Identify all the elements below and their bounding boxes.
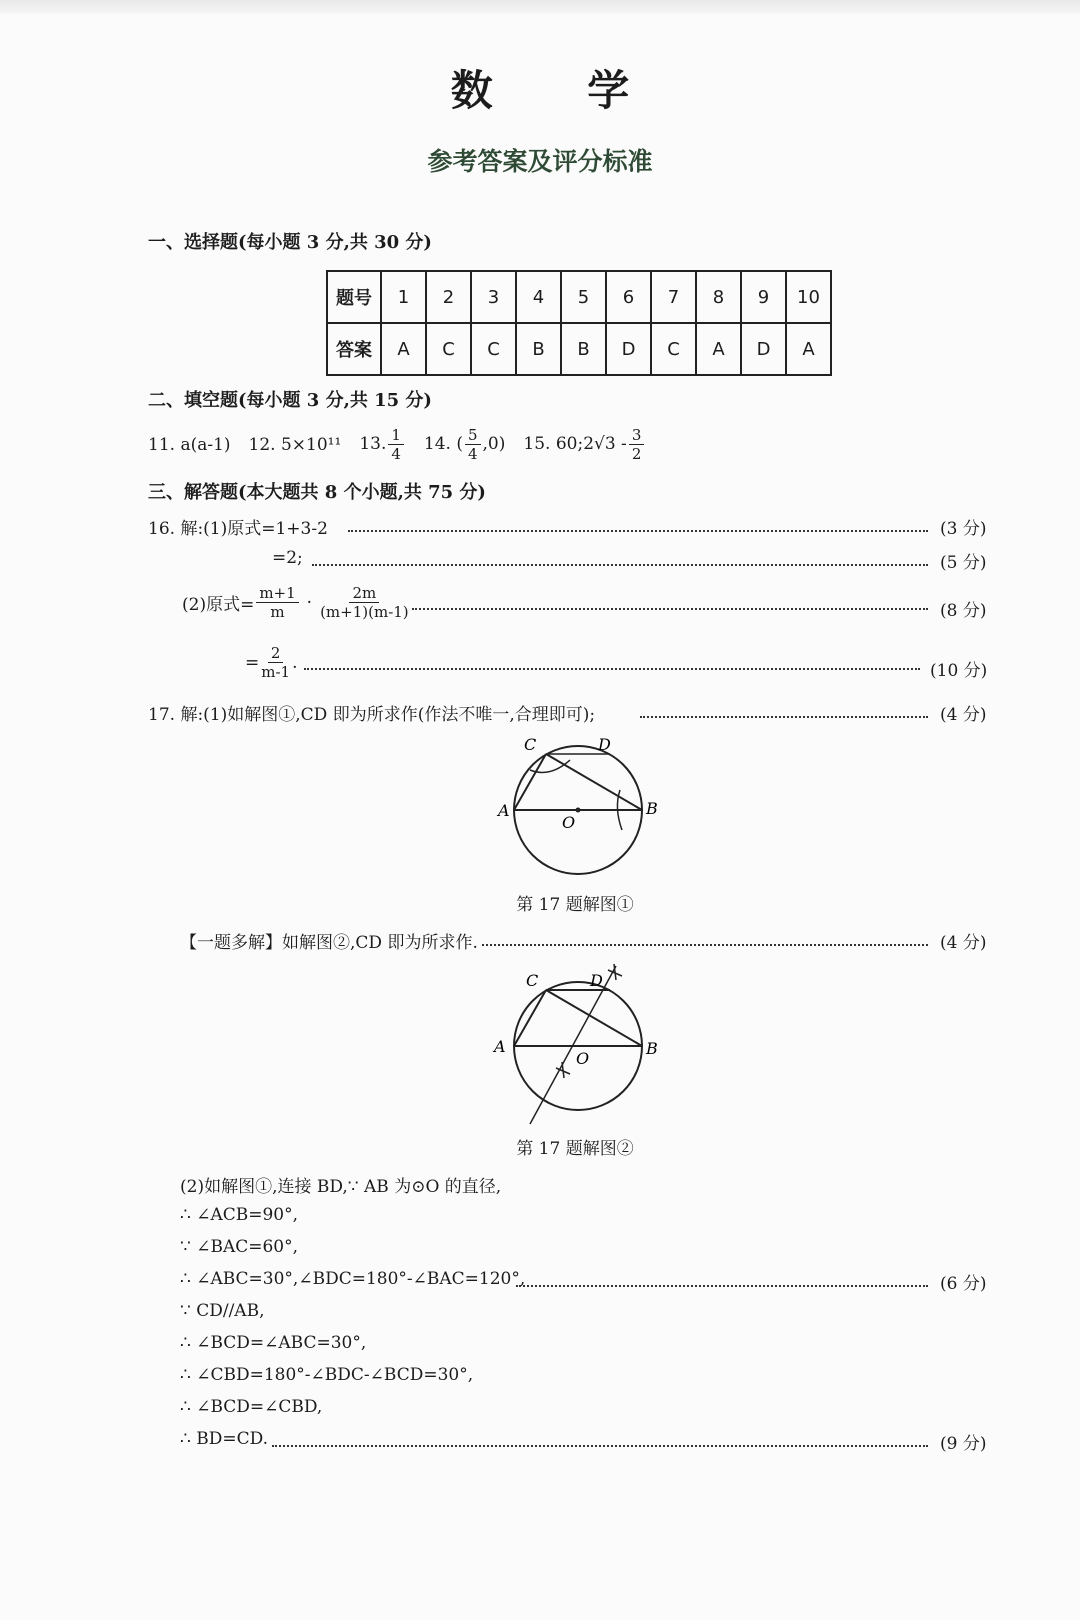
- numerator: 5: [465, 426, 481, 445]
- construction-mark: [556, 1062, 570, 1078]
- q17-line1: 17. 解:(1)如解图①,CD 即为所求作(作法不唯一,合理即可);: [148, 705, 596, 725]
- answer-table-answer-row: [327, 323, 831, 375]
- segment-cb: [546, 754, 642, 810]
- fraction: [629, 426, 645, 463]
- table-cell: 9: [741, 271, 786, 323]
- q16-line1: 16. 解:(1)原式=1+3-2: [148, 519, 328, 539]
- table-row-label-answer: 答案: [327, 323, 381, 375]
- proof-line: ∴ ∠ABC=30°,∠BDC=180°-∠BAC=120°,: [180, 1269, 526, 1289]
- answer-14-tail: ,0): [482, 434, 506, 454]
- proof-line: (2)如解图①,连接 BD,∵ AB 为⊙O 的直径,: [180, 1177, 502, 1197]
- answer-13: [359, 426, 406, 463]
- score-mark: (10 分): [930, 661, 988, 681]
- proof-line: ∵ ∠BAC=60°,: [180, 1237, 299, 1257]
- table-cell: 6: [606, 271, 651, 323]
- label-c: C: [524, 735, 537, 754]
- leader-dots: [482, 944, 928, 946]
- table-cell: C: [651, 323, 696, 375]
- table-cell: 3: [471, 271, 516, 323]
- label-b: B: [646, 1039, 658, 1058]
- proof-line: ∵ CD//AB,: [180, 1301, 265, 1321]
- table-cell: 5: [561, 271, 606, 323]
- fill-in-answers: [148, 426, 646, 463]
- score-mark: (3 分): [940, 519, 987, 539]
- numerator: 2m: [349, 584, 379, 603]
- numerator: 1: [388, 426, 404, 445]
- leader-dots: [516, 1285, 928, 1287]
- table-cell: A: [786, 323, 831, 375]
- answer-table: [326, 270, 832, 376]
- score-mark: (6 分): [940, 1274, 987, 1294]
- segment-ac: [514, 990, 546, 1046]
- equals-sign: =: [245, 652, 260, 673]
- denominator: 4: [391, 445, 401, 463]
- fraction: [320, 584, 409, 621]
- table-cell: A: [381, 323, 426, 375]
- section2-heading: 二、填空题(每小题 3 分,共 15 分): [148, 390, 432, 411]
- answer-table-number-row: [327, 271, 831, 323]
- proof-line: ∴ ∠ACB=90°,: [180, 1205, 299, 1225]
- answer-15: [523, 426, 646, 463]
- leader-dots: [640, 716, 928, 718]
- table-cell: B: [516, 323, 561, 375]
- label-d: D: [598, 735, 611, 754]
- label-a: A: [494, 1037, 506, 1056]
- score-mark: (5 分): [940, 553, 987, 573]
- center-point: [576, 808, 581, 813]
- proof-line: ∴ ∠BCD=∠ABC=30°,: [180, 1333, 367, 1353]
- period: .: [292, 652, 298, 673]
- figure-1-caption: 第 17 题解图①: [516, 895, 634, 915]
- score-mark: (8 分): [940, 601, 987, 621]
- table-row-label-number: 题号: [327, 271, 381, 323]
- answer-13-label: 13.: [359, 434, 387, 454]
- denominator: 4: [467, 445, 478, 463]
- q16-part2-label: (2)原式=: [182, 595, 255, 615]
- q16-line3: [182, 584, 411, 621]
- multiply-dot: ·: [306, 592, 313, 613]
- table-cell: C: [426, 323, 471, 375]
- numerator: m+1: [256, 584, 298, 603]
- segment-ac: [514, 754, 546, 810]
- answer-11: 11. a(a-1): [148, 434, 231, 455]
- label-o: O: [562, 813, 576, 832]
- figure-17-2: [490, 958, 660, 1128]
- section1-heading: 一、选择题(每小题 3 分,共 30 分): [148, 232, 432, 253]
- answer-14: [424, 426, 505, 463]
- figure-2-caption: 第 17 题解图②: [516, 1139, 634, 1159]
- page-title: 数 学: [450, 66, 670, 115]
- page-subtitle: 参考答案及评分标准: [427, 147, 653, 176]
- q16-line4: [245, 644, 298, 681]
- figure-17-1: [490, 730, 660, 890]
- alt-solution-line: 【一题多解】如解图②,CD 即为所求作.: [180, 933, 478, 953]
- table-cell: D: [741, 323, 786, 375]
- score-mark: (4 分): [940, 705, 987, 725]
- fraction: [388, 426, 404, 463]
- proof-line: ∴ ∠BCD=∠CBD,: [180, 1397, 323, 1417]
- score-mark: (4 分): [940, 933, 987, 953]
- denominator: 2: [631, 445, 642, 463]
- table-cell: 2: [426, 271, 471, 323]
- label-b: B: [646, 799, 658, 818]
- score-mark: (9 分): [940, 1434, 987, 1454]
- numerator: 2: [268, 644, 284, 663]
- table-cell: 4: [516, 271, 561, 323]
- label-a: A: [498, 801, 510, 820]
- table-cell: 10: [786, 271, 831, 323]
- leader-dots: [312, 564, 928, 566]
- q16-line2: =2;: [272, 548, 303, 568]
- leader-dots: [348, 530, 928, 532]
- table-cell: 8: [696, 271, 741, 323]
- answer-14-label: 14. (: [423, 434, 463, 454]
- denominator: m-1: [261, 663, 291, 681]
- scan-top-edge: [0, 0, 1080, 14]
- denominator: (m+1)(m-1): [320, 603, 409, 621]
- proof-line: ∴ BD=CD.: [180, 1429, 269, 1449]
- leader-dots: [412, 608, 928, 610]
- section3-heading: 三、解答题(本大题共 8 个小题,共 75 分): [148, 482, 486, 503]
- fraction: [256, 584, 298, 621]
- answer-12: 12. 5×10¹¹: [248, 434, 342, 455]
- numerator: 3: [629, 426, 645, 445]
- label-c: C: [526, 971, 539, 990]
- fraction: [261, 644, 290, 681]
- table-cell: B: [561, 323, 606, 375]
- segment-cb: [546, 990, 642, 1046]
- proof-line: ∴ ∠CBD=180°-∠BDC-∠BCD=30°,: [180, 1365, 474, 1385]
- table-cell: 1: [381, 271, 426, 323]
- answer-15-label: 15. 60;2√3 -: [523, 434, 627, 454]
- table-cell: D: [606, 323, 651, 375]
- table-cell: C: [471, 323, 516, 375]
- leader-dots: [272, 1445, 928, 1447]
- fraction: [465, 426, 481, 463]
- denominator: m: [270, 603, 285, 621]
- label-d: D: [590, 971, 603, 990]
- label-o: O: [576, 1049, 590, 1068]
- leader-dots: [304, 668, 920, 670]
- table-cell: A: [696, 323, 741, 375]
- table-cell: 7: [651, 271, 696, 323]
